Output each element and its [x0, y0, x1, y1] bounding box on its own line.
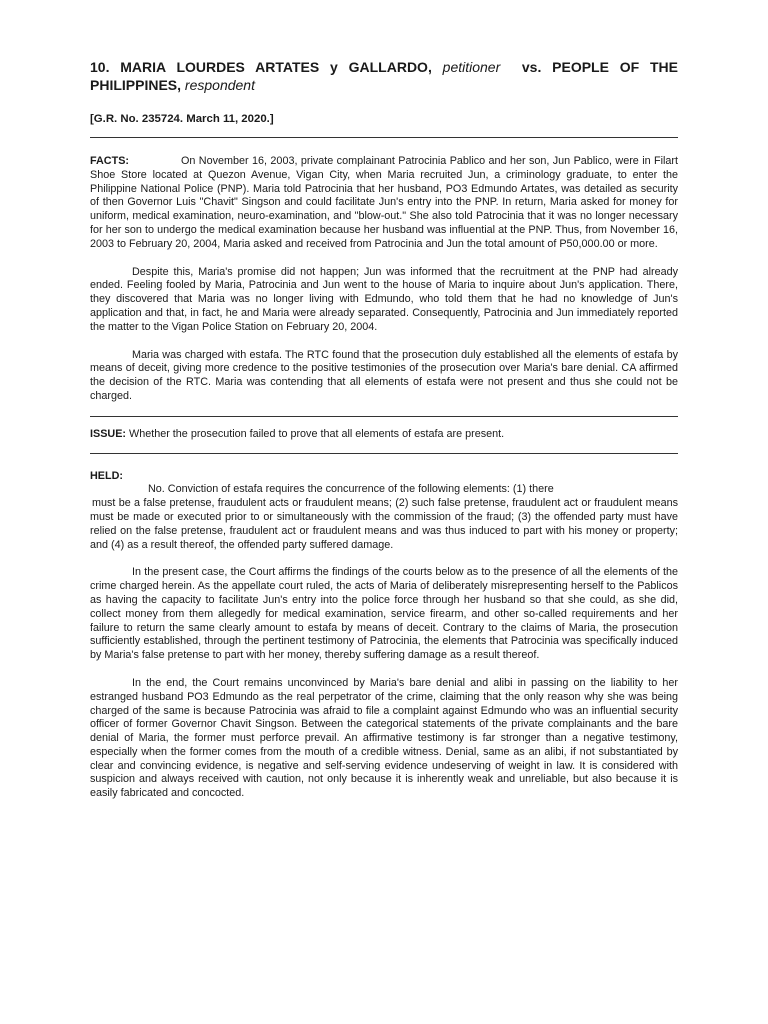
issue-paragraph [90, 428, 678, 442]
divider [90, 137, 678, 138]
case-title [90, 58, 678, 94]
respondent-party: vs. PEOPLE OF THE PHILIPPINES, [90, 59, 679, 93]
facts-paragraph-1 [90, 155, 678, 252]
held-elements: must be a false pretense, fraudulent acts or fraudulent means; (2) such false pretense, fraudulent act or fraudulent means must be made or executed prior to or simultaneously with the commission of the fraud; (3) the offended party must have relied on the false pretense, fraudulent act or fraudulent means and was thus induced to part with his money or property; and (4) as a result thereof, the offended party suffered damage. [90, 497, 678, 551]
held-intro: No. Conviction of estafa requires the concurrence of the following elements: (1) there [148, 483, 554, 496]
facts-label: FACTS: [90, 155, 129, 167]
respondent-role: respondent [184, 77, 255, 93]
petitioner-role: petitioner [442, 59, 501, 75]
issue-label: ISSUE: [90, 427, 126, 440]
facts-paragraph-3: Maria was charged with estafa. The RTC found that the prosecution duly established all the elements of estafa by means of deceit, giving more credence to the positive testimonies of the prosecution over Maria's bare denial. CA affirmed the decision of the RTC. Maria was contending that all elements of estafa were not present and thus she could not be charged. [90, 348, 678, 402]
case-number-parties: 10. MARIA LOURDES ARTATES y GALLARDO, [90, 59, 432, 75]
held-section [90, 470, 678, 802]
facts-paragraph-2: Despite this, Maria's promise did not happen; Jun was informed that the recruitment at the PNP had already ended. Feeling fooled by Maria, Patrocinia and Jun went to the house of Maria to inquire about Jun's application. There, they discovered that Maria was no longer living with Edmundo, who told them that he had no knowledge of Jun's application and that, in fact, he and Maria were already separated. Consequently, Patrocinia and Jun immediately reported the matter to the Vigan Police Station on February 20, 2004. [90, 265, 678, 333]
held-label: HELD: [90, 469, 123, 482]
facts-text-1: On November 16, 2003, private complainant Patrocinia Pablico and her son, Jun Pablico, were in Filart Shoe Store located at Quezon Avenue, Vigan City, when Maria recruited Jun, a criminology graduate, to enter the Philippine National Police (PNP). Maria told Patrocinia that her husband, PO3 Edmundo Artates, was detailed as security of then Governor Luis "Chavit" Singson and could facilitate Jun's entry into the PNP. In return, Maria asked for money for uniform, medical examination, neuro-examination, and "blow-out." She also told Patrocinia that it was no longer necessary for her son to undergo the medical examination because her husband was influential at the PNP. Thus, from November 16, 2003 to February 20, 2004, Maria asked and received from Patrocinia and Jun the total amount of P50,000.00 or more. [90, 155, 678, 250]
issue-text: Whether the prosecution failed to prove that all elements of estafa are present. [129, 427, 505, 440]
held-paragraph-2: In the present case, the Court affirms the findings of the courts below as to the presence of all the elements of the crime charged herein. As the appellate court ruled, the acts of Maria of deliberately misrepresenting herself to the Pablicos as having the capacity to facilitate Jun's entry into the police force through her husband so that she could, as she did, collect money from them allegedly for medical examination, service firearm, and other so-called requirements and her failure to return the same clearly amount to estafa by means of deceit. Contrary to the claims of Maria, the prosecution sufficiently established, through the pertinent testimony of Patrocinia, the elements that Patrocinia was specifically induced by Maria's false pretense to part with her money, thereby suffering damage as a result thereof. [90, 566, 678, 662]
divider [90, 453, 678, 454]
held-paragraph-3: In the end, the Court remains unconvinced by Maria's bare denial and alibi in passing on the liability to her estranged husband PO3 Edmundo as the real perpetrator of the crime, claiming that the only reason why she was being charged of the same is because Patrocinia was afraid to file a complaint against Edmundo who was an influential security officer of former Governor Chavit Singson. Between the categorical statements of the private complainants and the bare denial of Maria, the former must perforce prevail. An affirmative testimony is far stronger than a negative testimony, especially when the former comes from the mouth of a credible witness. Denial, same as an alibi, if not substantiated by clear and convincing evidence, is negative and self-serving evidence undeserving of weight in law. It is considered with suspicion and always received with caution, not only because it is inherently weak and unreliable, but also because it is easily fabricated and concocted. [90, 676, 678, 800]
gr-number: [G.R. No. 235724. March 11, 2020.] [90, 113, 274, 125]
facts-section [90, 155, 678, 404]
issue-section [90, 428, 678, 442]
divider [90, 416, 678, 417]
